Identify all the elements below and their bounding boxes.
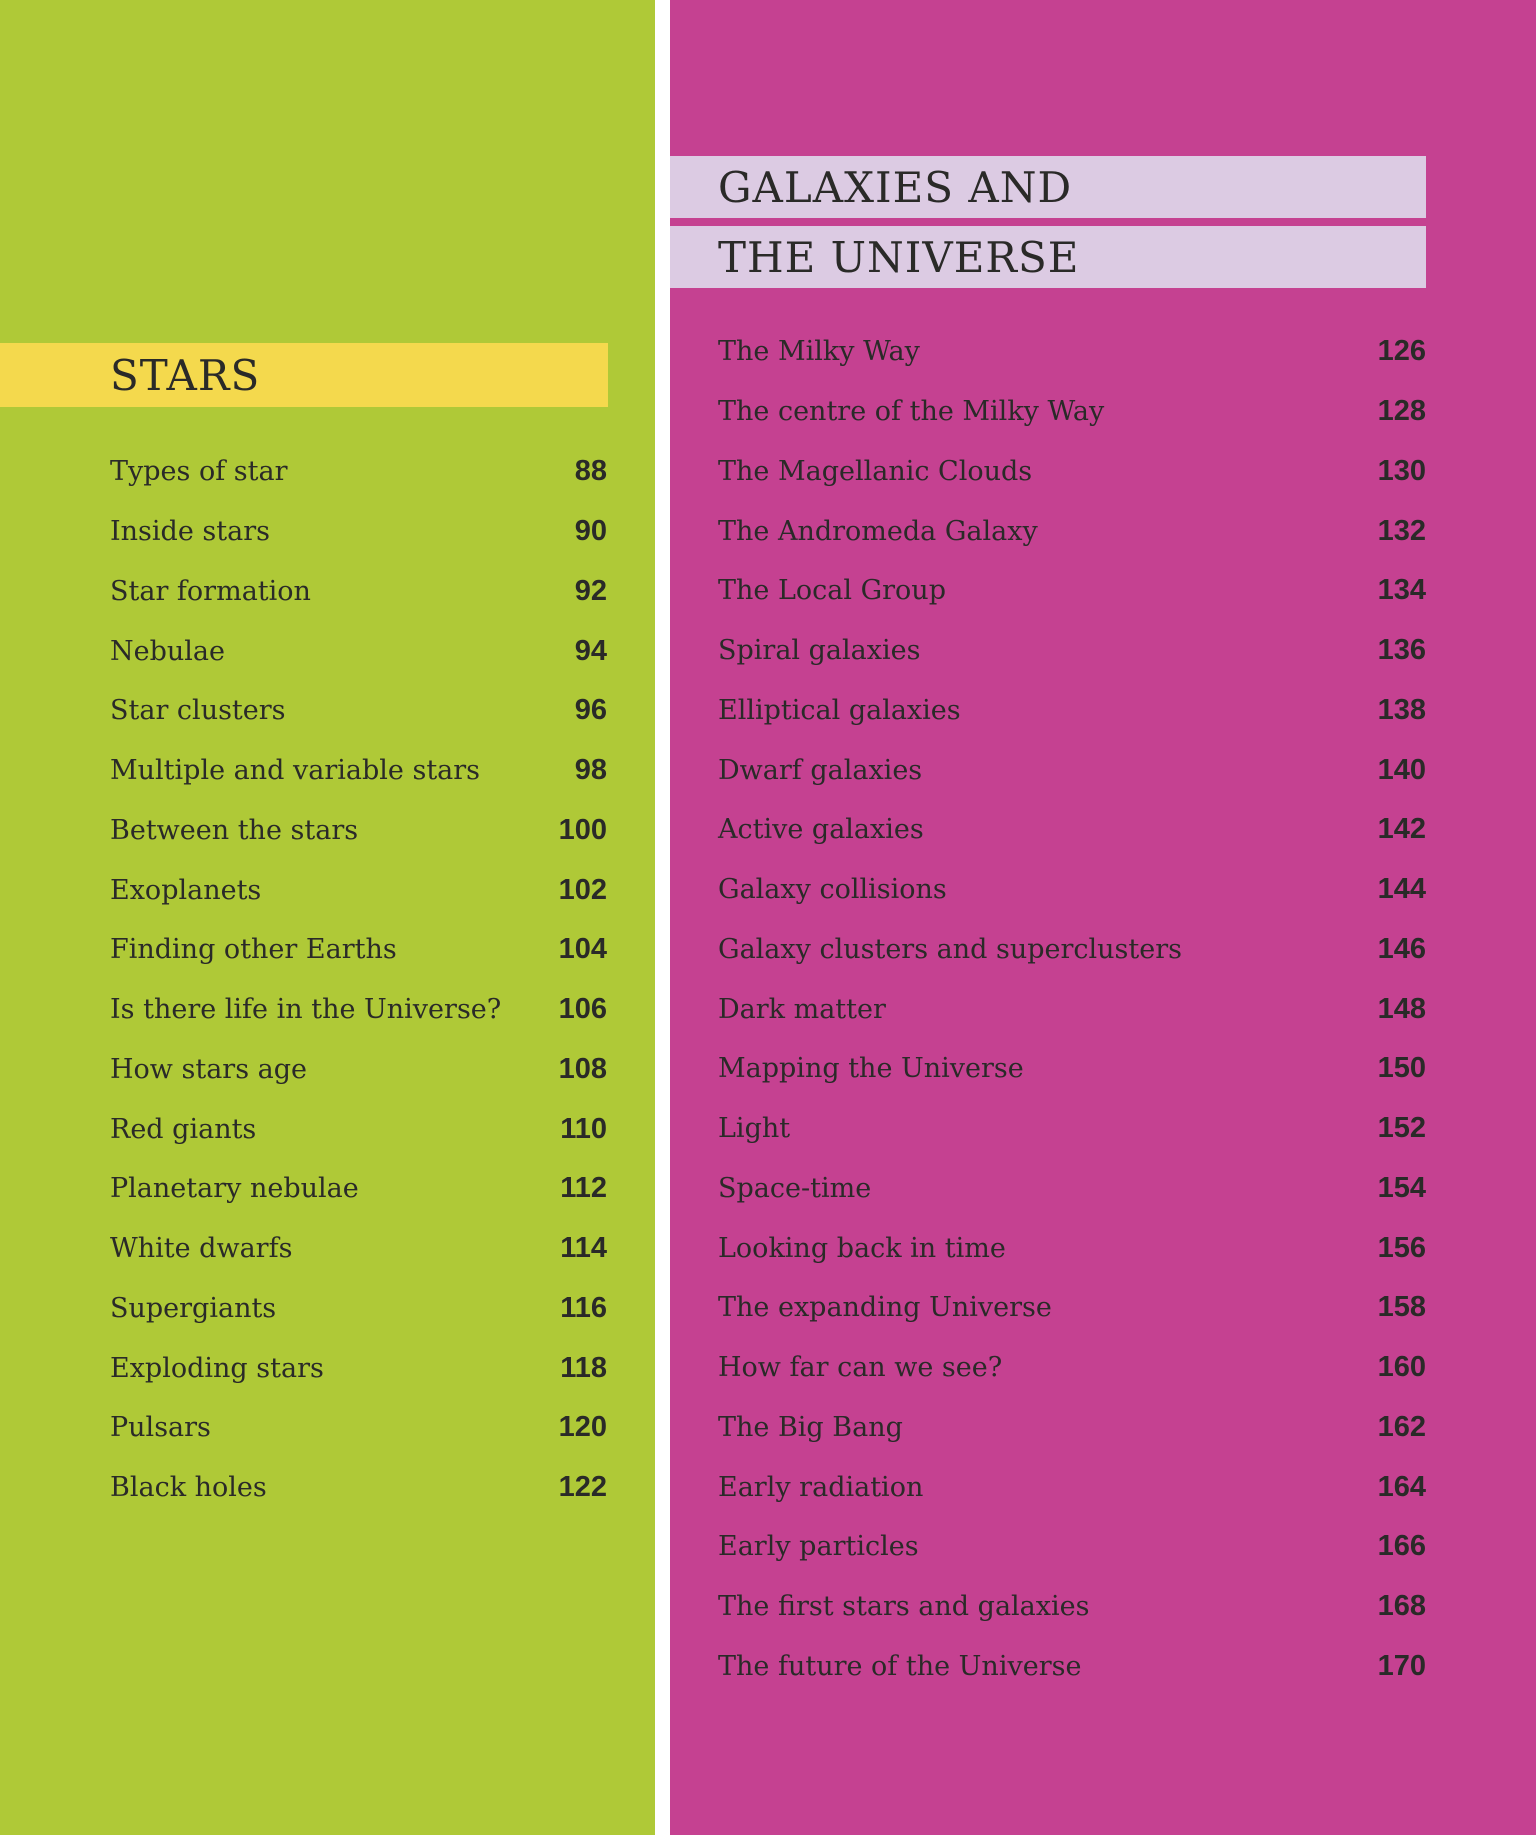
stars-contents-entry[interactable] [110,621,607,681]
entry-page-number: 96 [574,694,607,727]
entry-title: The future of the Universe [718,1650,1082,1682]
entry-title: Inside stars [110,516,270,548]
entry-page-number: 144 [1377,873,1426,906]
entry-title: Spiral galaxies [718,635,921,667]
galaxies-heading-text-line1: GALAXIES AND [718,162,1073,212]
entry-title: The Big Bang [718,1411,903,1443]
entry-page-number: 152 [1377,1112,1426,1145]
entry-page-number: 162 [1377,1410,1426,1443]
galaxies-contents-entry[interactable] [718,1218,1426,1278]
entry-title: The Andromeda Galaxy [718,515,1038,547]
galaxies-contents-entry[interactable] [718,322,1426,382]
entry-page-number: 140 [1377,753,1426,786]
stars-contents-entry[interactable] [110,1099,607,1159]
stars-contents-entry[interactable] [110,1279,607,1339]
entry-title: The Magellanic Clouds [718,455,1033,487]
galaxies-section-heading-line2 [670,226,1426,288]
entry-title: Galaxy clusters and superclusters [718,933,1182,965]
entry-title: Is there life in the Universe? [110,994,502,1026]
stars-heading-text: STARS [110,350,261,400]
stars-section-heading [0,343,608,407]
galaxies-contents-entry[interactable] [718,1338,1426,1398]
galaxies-contents-entry[interactable] [718,561,1426,621]
entry-page-number: 156 [1377,1231,1426,1264]
entry-title: Pulsars [110,1412,211,1444]
stars-contents-entry[interactable] [110,1219,607,1279]
stars-contents-entry[interactable] [110,1040,607,1100]
galaxies-contents-entry[interactable] [718,860,1426,920]
galaxies-contents-entry[interactable] [718,740,1426,800]
galaxies-contents-entry[interactable] [718,979,1426,1039]
entry-page-number: 168 [1377,1590,1426,1623]
entry-title: Between the stars [110,814,359,846]
stars-contents-entry[interactable] [110,502,607,562]
stars-contents-entry[interactable] [110,920,607,980]
stars-contents-entry[interactable] [110,1458,607,1518]
entry-title: Black holes [110,1472,267,1504]
stars-contents-entry[interactable] [110,442,607,502]
entry-title: How stars age [110,1053,308,1085]
entry-page-number: 106 [558,993,607,1026]
entry-title: The expanding Universe [718,1292,1052,1324]
galaxies-contents-entry[interactable] [718,1637,1426,1697]
entry-page-number: 160 [1377,1351,1426,1384]
entry-page-number: 102 [558,873,607,906]
entry-title: Early radiation [718,1471,924,1503]
galaxies-contents-entry[interactable] [718,1457,1426,1517]
entry-page-number: 122 [558,1471,607,1504]
galaxies-contents-entry[interactable] [718,920,1426,980]
entry-page-number: 98 [574,754,607,787]
entry-page-number: 146 [1377,932,1426,965]
entry-page-number: 142 [1377,813,1426,846]
entry-page-number: 170 [1377,1649,1426,1682]
entry-page-number: 116 [560,1291,607,1324]
entry-title: Star clusters [110,695,286,727]
entry-title: Looking back in time [718,1232,1006,1264]
entry-page-number: 112 [560,1172,607,1205]
entry-title: Nebulae [110,635,225,667]
galaxies-contents-entry[interactable] [718,1099,1426,1159]
entry-title: Galaxy collisions [718,874,947,906]
galaxies-contents-entry[interactable] [718,621,1426,681]
entry-title: The first stars and galaxies [718,1591,1090,1623]
entry-title: Dark matter [718,993,886,1025]
entry-page-number: 110 [560,1112,607,1145]
entry-page-number: 138 [1377,693,1426,726]
stars-contents-entry[interactable] [110,1159,607,1219]
stars-contents-entry[interactable] [110,860,607,920]
galaxies-contents-entry[interactable] [718,1398,1426,1458]
galaxies-contents-entry[interactable] [718,1517,1426,1577]
entry-title: White dwarfs [110,1233,293,1265]
stars-contents-list [110,442,607,1518]
galaxies-contents-entry[interactable] [718,1159,1426,1219]
entry-page-number: 100 [558,813,607,846]
entry-title: Elliptical galaxies [718,694,961,726]
stars-contents-entry[interactable] [110,980,607,1040]
stars-contents-entry[interactable] [110,1398,607,1458]
entry-page-number: 120 [558,1411,607,1444]
entry-title: The Local Group [718,575,946,607]
entry-page-number: 136 [1377,634,1426,667]
entry-page-number: 126 [1377,335,1426,368]
entry-title: Planetary nebulae [110,1173,359,1205]
galaxies-contents-entry[interactable] [718,1278,1426,1338]
entry-page-number: 118 [560,1351,607,1384]
entry-page-number: 132 [1377,514,1426,547]
entry-page-number: 114 [560,1232,607,1265]
stars-contents-entry[interactable] [110,801,607,861]
entry-page-number: 88 [574,455,607,488]
stars-contents-entry[interactable] [110,681,607,741]
galaxies-contents-entry[interactable] [718,800,1426,860]
entry-page-number: 104 [558,933,607,966]
entry-page-number: 148 [1377,992,1426,1025]
entry-title: Star formation [110,575,311,607]
stars-contents-entry[interactable] [110,741,607,801]
entry-title: Finding other Earths [110,934,397,966]
entry-title: How far can we see? [718,1352,1003,1384]
entry-title: The centre of the Milky Way [718,396,1105,428]
entry-page-number: 150 [1377,1052,1426,1085]
entry-title: Active galaxies [718,814,924,846]
entry-title: Types of star [110,456,288,488]
galaxies-heading-text-line2: THE UNIVERSE [718,232,1080,282]
entry-page-number: 134 [1377,574,1426,607]
stars-contents-entry[interactable] [110,562,607,622]
entry-page-number: 166 [1377,1530,1426,1563]
entry-title: The Milky Way [718,336,920,368]
entry-title: Early particles [718,1531,919,1563]
galaxies-section-heading-line1 [670,156,1426,218]
entry-page-number: 108 [558,1052,607,1085]
stars-contents-entry[interactable] [110,1338,607,1398]
entry-title: Space-time [718,1172,872,1204]
entry-title: Multiple and variable stars [110,755,481,787]
galaxies-contents-list [718,322,1426,1696]
entry-title: Red giants [110,1113,257,1145]
entry-page-number: 154 [1377,1171,1426,1204]
entry-title: Exoplanets [110,874,262,906]
galaxies-contents-entry[interactable] [718,442,1426,502]
entry-title: Exploding stars [110,1352,324,1384]
galaxies-contents-entry[interactable] [718,382,1426,442]
entry-title: Light [718,1113,791,1145]
entry-page-number: 158 [1377,1291,1426,1324]
entry-title: Mapping the Universe [718,1053,1024,1085]
entry-page-number: 94 [574,634,607,667]
entry-page-number: 128 [1377,395,1426,428]
galaxies-contents-entry[interactable] [718,501,1426,561]
entry-page-number: 164 [1377,1470,1426,1503]
entry-title: Dwarf galaxies [718,754,923,786]
galaxies-contents-entry[interactable] [718,1039,1426,1099]
entry-page-number: 92 [574,574,607,607]
galaxies-contents-entry[interactable] [718,1577,1426,1637]
galaxies-contents-entry[interactable] [718,681,1426,741]
entry-page-number: 90 [574,515,607,548]
entry-page-number: 130 [1377,454,1426,487]
entry-title: Supergiants [110,1292,277,1324]
